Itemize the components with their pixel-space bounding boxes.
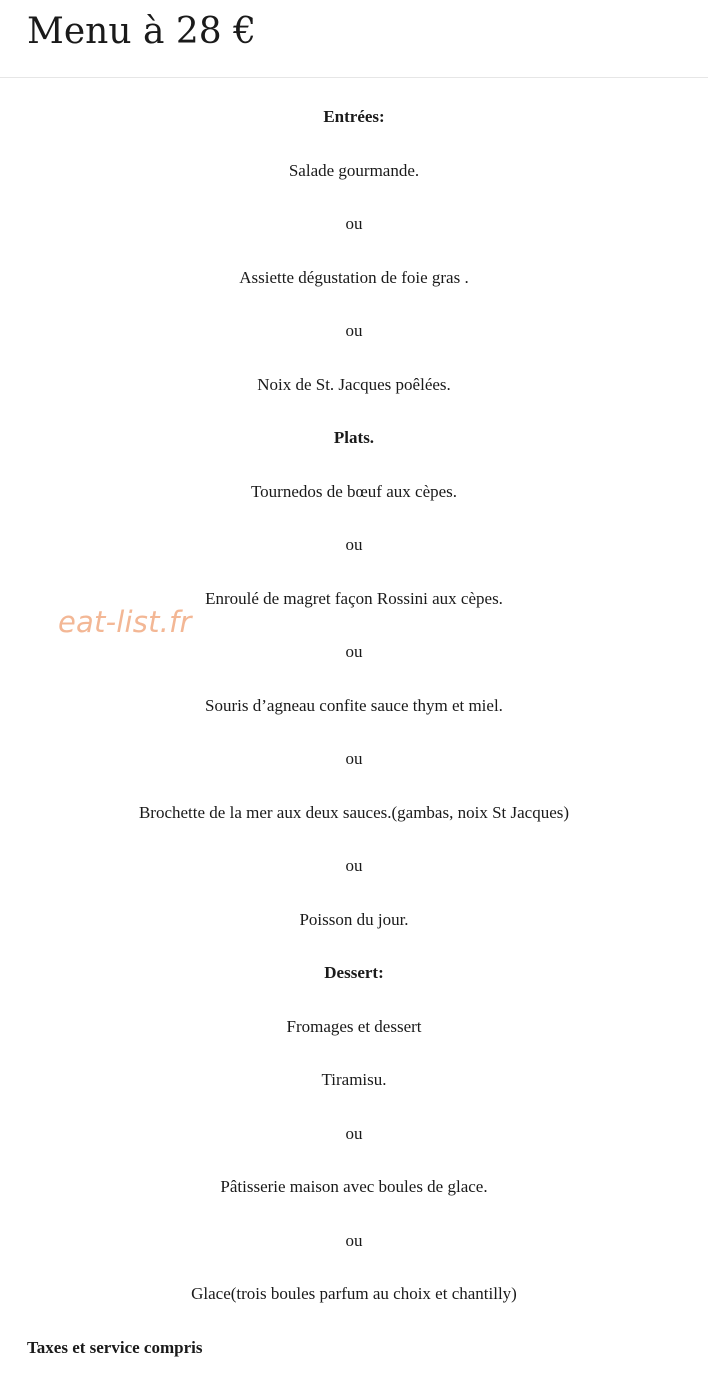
menu-item: Glace(trois boules parfum au choix et chantilly) <box>191 1284 517 1303</box>
menu-separator-ou: ou <box>345 642 363 661</box>
menu-separator-ou: ou <box>345 535 363 554</box>
footer-note: Taxes et service compris <box>27 1338 203 1357</box>
menu-item: Poisson du jour. <box>299 909 409 929</box>
menu-separator-ou: ou <box>345 1230 363 1250</box>
menu-separator-ou: ou <box>345 321 363 340</box>
menu-separator-ou: ou <box>345 749 363 768</box>
page-title: Menu à 28 € <box>27 11 257 52</box>
title-divider <box>0 77 708 78</box>
menu-section-heading: Dessert: <box>324 963 384 982</box>
menu-item: Tournedos de bœuf aux cèpes. <box>250 481 458 501</box>
menu-separator-ou: ou <box>345 856 363 875</box>
menu-item: Assiette dégustation de foie gras . <box>239 267 469 287</box>
watermark: eat-list.fr <box>58 605 192 639</box>
menu-item: Pâtisserie maison avec boules de glace. <box>220 1177 488 1196</box>
menu-separator-ou: ou <box>345 1123 363 1143</box>
menu-item: Brochette de la mer aux deux sauces.(gambas, noix St Jacques) <box>138 802 570 822</box>
menu-item: Noix de St. Jacques poêlées. <box>257 374 451 394</box>
menu-section-heading: Plats. <box>333 428 375 447</box>
menu-item: Tiramisu. <box>321 1070 387 1089</box>
menu-item: Fromages et dessert <box>286 1016 422 1036</box>
menu-item: Enroulé de magret façon Rossini aux cèpes. <box>205 588 503 608</box>
menu-section-heading: Entrées: <box>323 107 385 126</box>
menu-item: Souris d’agneau confite sauce thym et miel. <box>205 695 503 715</box>
menu-separator-ou: ou <box>345 214 363 233</box>
menu-item: Salade gourmande. <box>288 160 420 180</box>
